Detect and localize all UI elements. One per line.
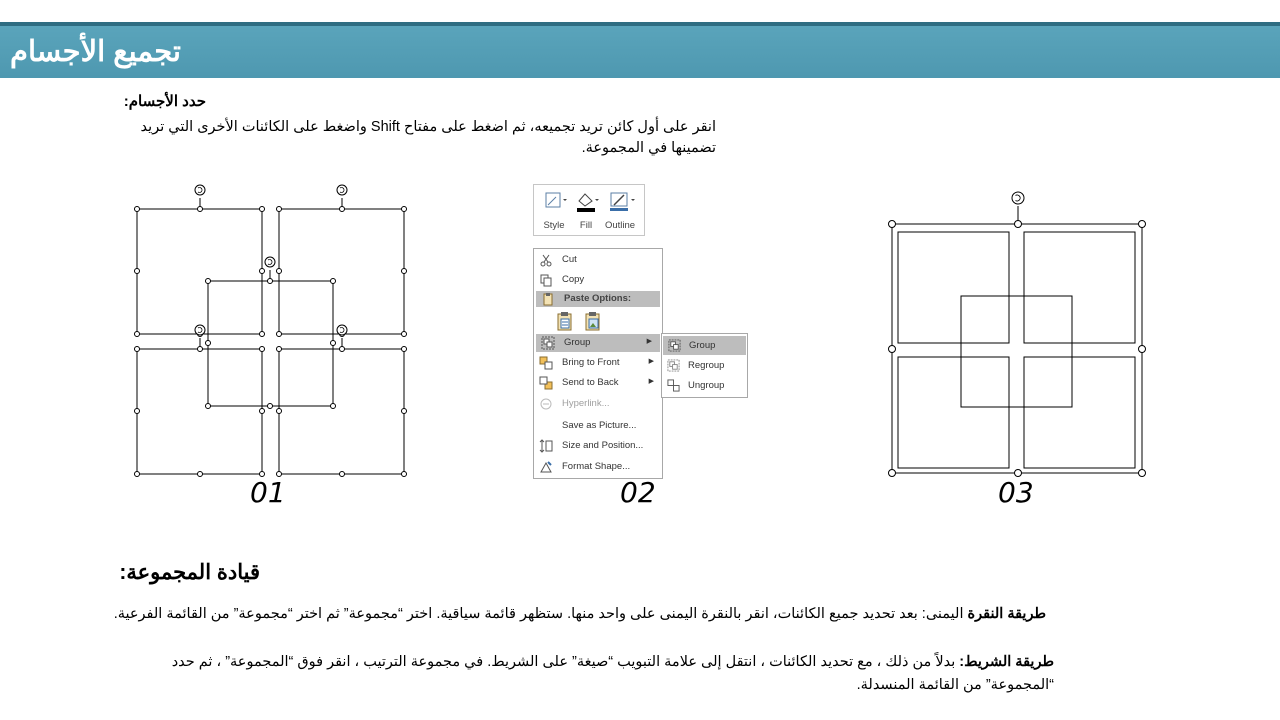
menu-item-copy[interactable]: Copy	[534, 271, 662, 289]
submenu-item-ungroup[interactable]: Ungroup	[662, 376, 747, 395]
ribbon-style-button[interactable]: Style	[538, 189, 570, 231]
hyperlink-icon	[539, 397, 553, 411]
format-shape-icon	[539, 460, 553, 474]
menu-item-group[interactable]: Group ▶	[536, 334, 660, 352]
ungroup-icon	[667, 379, 680, 392]
submenu-item-group[interactable]: Group	[663, 336, 746, 355]
right-click-method-label: طريقة النقرة	[967, 606, 1046, 622]
menu-item-send-to-back[interactable]: Send to Back ▶	[534, 374, 662, 392]
figure-03-label: 03	[998, 476, 1034, 509]
ribbon-method-paragraph	[110, 651, 1054, 697]
shape-style-icon	[538, 189, 570, 213]
size-position-icon	[539, 439, 553, 453]
copy-icon	[539, 273, 553, 287]
right-click-method-text: اليمنى: بعد تحديد جميع الكائنات، انقر بالنقرة اليمنى على واحد منها. ستظهر قائمة سياقية. اختر “مجموعة” ثم اختر “مجموعة” من القائمة الفرعية.	[113, 606, 968, 622]
group-command-heading: قيادة المجموعة:	[119, 561, 260, 584]
ribbon-method-label: طريقة الشريط:	[959, 654, 1054, 670]
paste-as-picture-icon[interactable]	[584, 311, 602, 333]
paste-use-destination-icon[interactable]	[556, 311, 574, 333]
context-menu	[533, 248, 663, 479]
group-objects-icon	[541, 336, 555, 350]
scissors-icon	[539, 253, 553, 267]
figure-01-multiple-selection	[130, 180, 415, 480]
regroup-icon	[667, 359, 680, 372]
slide-header-bar	[0, 26, 1280, 78]
submenu-arrow-icon: ▶	[648, 358, 654, 365]
clipboard-icon	[541, 292, 555, 306]
select-objects-heading: حدد الأجسام:	[123, 93, 206, 110]
menu-item-cut[interactable]: Cut	[534, 251, 662, 269]
submenu-arrow-icon: ▶	[646, 338, 652, 345]
menu-item-format-shape[interactable]: Format Shape...	[534, 458, 662, 476]
menu-paste-options-header: Paste Options:	[536, 291, 660, 307]
paste-buttons-row	[534, 309, 662, 333]
select-objects-text: انقر على أول كائن تريد تجميعه، ثم اضغط على مفتاح Shift واضغط على الكائنات الأخرى التي تريد تضمينها في المجموعة.	[140, 119, 716, 156]
submenu-item-regroup[interactable]: Regroup	[662, 356, 747, 375]
figure-01-label: 01	[250, 476, 286, 509]
shape-outline-icon	[604, 189, 638, 213]
ribbon-outline-button[interactable]: Outline	[604, 189, 636, 231]
figure-03-grouped-objects	[880, 186, 1155, 480]
slide-title: تجميع الأجسام	[10, 36, 181, 68]
right-click-method-paragraph	[110, 603, 1046, 626]
submenu-arrow-icon: ▶	[648, 378, 654, 385]
menu-item-size-and-position[interactable]: Size and Position...	[534, 437, 662, 455]
send-to-back-icon	[539, 376, 553, 390]
menu-item-bring-to-front[interactable]: Bring to Front ▶	[534, 354, 662, 372]
paint-bucket-icon	[570, 189, 602, 213]
group-icon	[668, 339, 681, 352]
bring-to-front-icon	[539, 356, 553, 370]
figure-02-label: 02	[620, 476, 656, 509]
shape-styles-ribbon	[533, 184, 645, 236]
ribbon-fill-button[interactable]: Fill	[570, 189, 602, 231]
ribbon-method-text: بدلاً من ذلك ، مع تحديد الكائنات ، انتقل إلى علامة التبويب “صيغة” على الشريط. في مجموعة الترتيب ، انقر فوق “المجموعة” ، ثم حدد “المجموعة” من القائمة المنسدلة.	[171, 654, 1054, 693]
menu-item-save-as-picture[interactable]: Save as Picture...	[562, 420, 637, 431]
group-submenu	[661, 333, 748, 398]
menu-item-hyperlink: Hyperlink...	[534, 395, 662, 413]
